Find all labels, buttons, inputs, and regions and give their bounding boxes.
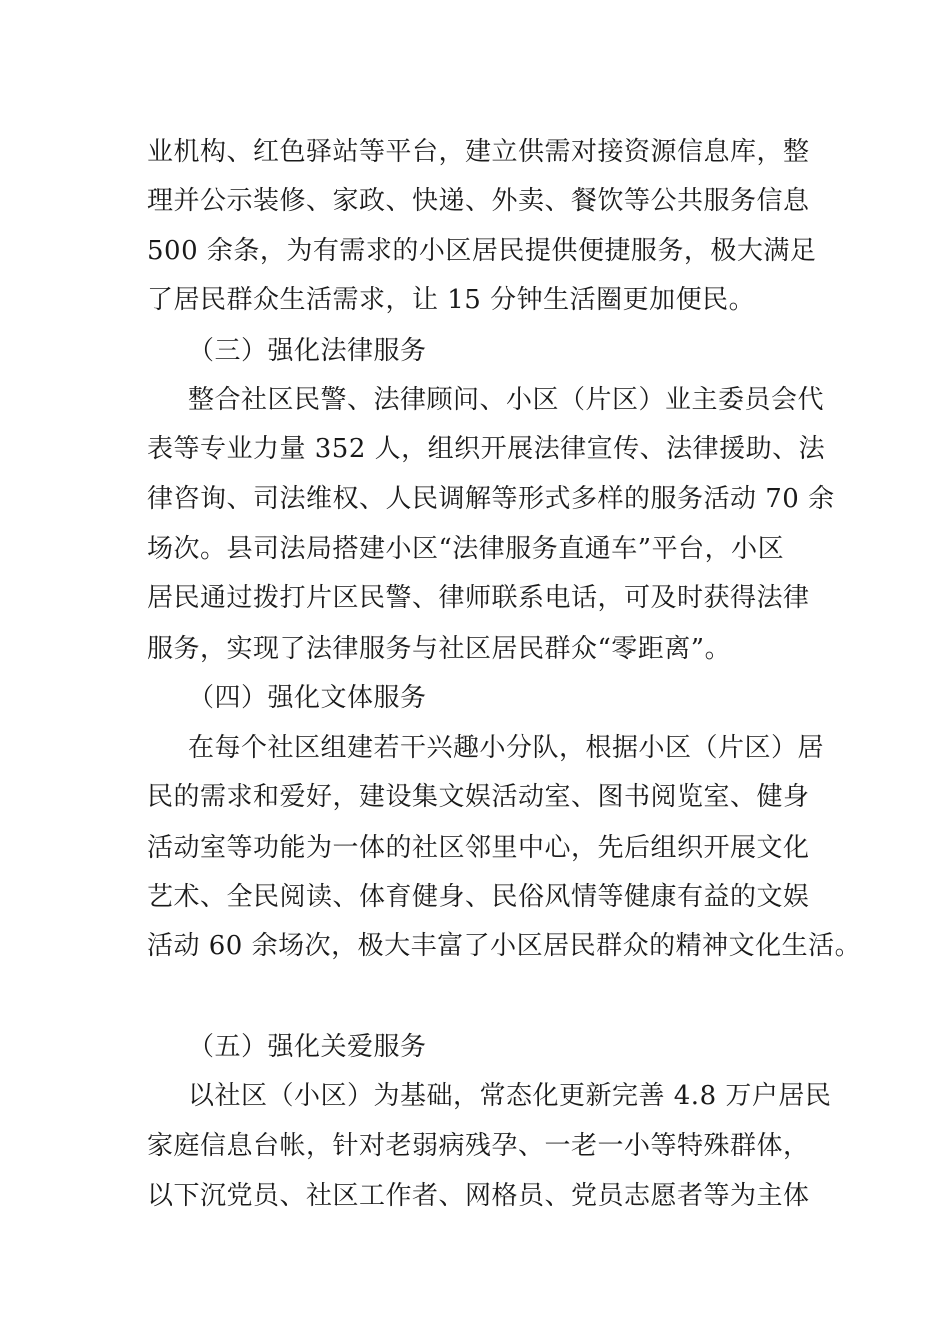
paragraph-line: 服务，实现了法律服务与社区居民群众“零距离”。: [147, 634, 732, 664]
paragraph-line: 家庭信息台帐，针对老弱病残孕、一老一小等特殊群体，: [147, 1131, 810, 1161]
paragraph-line: 业机构、红色驿站等平台，建立供需对接资源信息库，整: [147, 137, 810, 167]
paragraph-line: 艺术、全民阅读、体育健身、民俗风情等健康有益的文娱: [147, 882, 810, 912]
paragraph-line: 以下沉党员、社区工作者、网格员、党员志愿者等为主体: [147, 1181, 810, 1211]
paragraph-line: 活动 60 余场次，极大丰富了小区居民群众的精神文化生活。: [147, 931, 862, 961]
paragraph-line: 以社区（小区）为基础，常态化更新完善 4.8 万户居民: [188, 1081, 832, 1111]
paragraph-line: 表等专业力量 352 人，组织开展法律宣传、法律援助、法: [147, 434, 826, 464]
paragraph-line: 整合社区民警、法律顾问、小区（片区）业主委员会代: [188, 385, 825, 415]
section-heading: （五）强化关爱服务: [188, 1032, 427, 1062]
paragraph-line: 了居民群众生活需求，让 15 分钟生活圈更加便民。: [147, 285, 756, 315]
section-heading: （三）强化法律服务: [188, 336, 427, 366]
section-heading: （四）强化文体服务: [188, 683, 427, 713]
paragraph-line: 律咨询、司法维权、人民调解等形式多样的服务活动 70 余: [147, 484, 835, 514]
paragraph-line: 活动室等功能为一体的社区邻里中心，先后组织开展文化: [147, 833, 810, 863]
paragraph-line: 理并公示装修、家政、快递、外卖、餐饮等公共服务信息: [147, 186, 810, 216]
paragraph-line: 居民通过拨打片区民警、律师联系电话，可及时获得法律: [147, 583, 810, 613]
paragraph-line: 民的需求和爱好，建设集文娱活动室、图书阅览室、健身: [147, 782, 810, 812]
paragraph-line: 场次。县司法局搭建小区“法律服务直通车”平台，小区: [147, 534, 785, 564]
paragraph-line: 在每个社区组建若干兴趣小分队，根据小区（片区）居: [188, 733, 825, 763]
paragraph-line: 500 余条，为有需求的小区居民提供便捷服务，极大满足: [147, 236, 817, 266]
